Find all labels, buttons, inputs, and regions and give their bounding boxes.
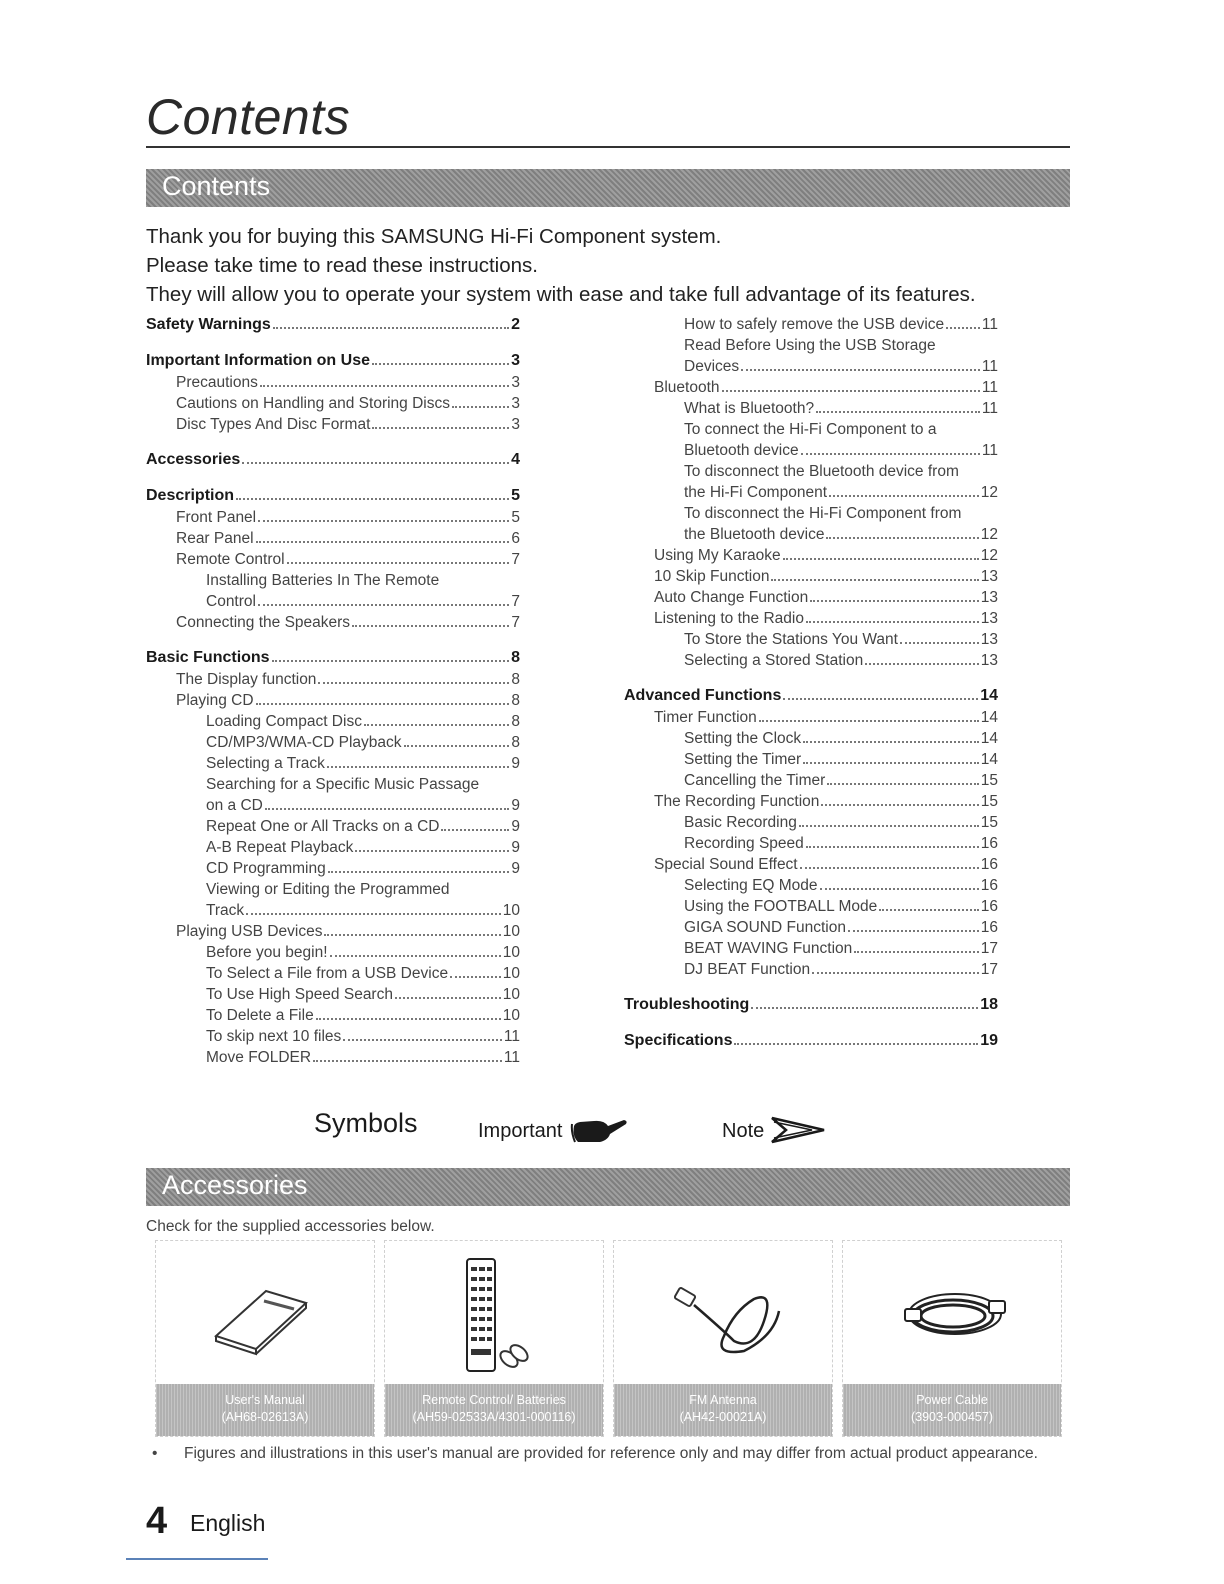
- toc-entry-page: 17: [980, 940, 998, 957]
- toc-right-column: [624, 316, 998, 1054]
- section-bar-label: Accessories: [162, 1170, 308, 1200]
- toc-entry: [146, 965, 520, 986]
- toc-entry-title: Installing Batteries In The Remote: [206, 572, 440, 589]
- toc-entry: [146, 1007, 520, 1028]
- toc-entry-title: Control: [206, 593, 256, 610]
- toc-dot-leader: [327, 766, 509, 768]
- toc-entry: [624, 898, 998, 919]
- toc-entry-page: 16: [980, 835, 998, 852]
- toc-entry-title: Track: [206, 902, 245, 919]
- toc-entry-title: Viewing or Editing the Programmed: [206, 881, 450, 898]
- toc-entry-page: 18: [980, 996, 998, 1013]
- toc-dot-leader: [372, 363, 509, 365]
- toc-entry: [624, 856, 998, 877]
- intro-line: Thank you for buying this SAMSUNG Hi-Fi Component system.: [146, 225, 722, 248]
- toc-dot-leader: [372, 427, 509, 429]
- toc-dot-leader: [316, 1018, 501, 1020]
- toc-dot-leader: [800, 867, 979, 869]
- toc-dot-leader: [803, 762, 979, 764]
- toc-section-entry: [146, 451, 520, 473]
- toc-dot-leader: [854, 951, 978, 953]
- toc-entry-page: 8: [511, 671, 520, 688]
- toc-entry-title: CD Programming: [206, 860, 326, 877]
- toc-entry-title: Front Panel: [176, 509, 257, 526]
- toc-entry: [624, 631, 998, 652]
- toc-entry-page: 10: [502, 902, 520, 919]
- toc-dot-leader: [272, 660, 510, 662]
- toc-dot-leader: [820, 888, 979, 890]
- toc-entry-title: Basic Recording: [684, 814, 797, 831]
- power-cable-icon: [843, 1241, 1061, 1381]
- toc-entry-page: 12: [980, 484, 998, 501]
- toc-entry-title: Loading Compact Disc: [206, 713, 362, 730]
- toc-entry-page: 7: [511, 593, 520, 610]
- toc-entry-page: 13: [980, 589, 998, 606]
- toc-entry-page: 10: [502, 986, 520, 1003]
- toc-entry-title: Selecting EQ Mode: [684, 877, 818, 894]
- toc-entry-page: 14: [980, 687, 998, 704]
- toc-dot-leader: [395, 997, 501, 999]
- toc-dot-leader: [236, 498, 509, 500]
- toc-entry-title: Bluetooth: [654, 379, 720, 396]
- toc-entry-title: Cancelling the Timer: [684, 772, 826, 789]
- toc-section-entry: [624, 996, 998, 1018]
- toc-entry-title: Devices: [684, 358, 740, 375]
- toc-dot-leader: [865, 663, 979, 665]
- toc-entry-title: Repeat One or All Tracks on a CD: [206, 818, 440, 835]
- toc-entry-title: on a CD: [206, 797, 263, 814]
- toc-section-entry: [624, 1032, 998, 1054]
- accessory-remote-control: [384, 1240, 604, 1437]
- accessory-name: FM Antenna: [689, 1393, 757, 1407]
- toc-entry-title: To disconnect the Hi-Fi Component from: [684, 505, 962, 522]
- toc-entry-title: Using My Karaoke: [654, 547, 781, 564]
- toc-entry-title: Recording Speed: [684, 835, 804, 852]
- toc-entry-page: 3: [511, 374, 520, 391]
- toc-section-entry: [146, 649, 520, 671]
- note-label: Note: [722, 1120, 765, 1142]
- toc-entry-title: Auto Change Function: [654, 589, 809, 606]
- toc-entry-title: Precautions: [176, 374, 258, 391]
- toc-entry-title: Listening to the Radio: [654, 610, 804, 627]
- toc-entry: [624, 835, 998, 856]
- accessory-users-manual: [155, 1240, 375, 1437]
- toc-dot-leader: [783, 698, 978, 700]
- toc-entry: [624, 772, 998, 793]
- toc-entry-page: 15: [980, 814, 998, 831]
- accessory-label: [843, 1384, 1061, 1436]
- toc-entry: [624, 484, 998, 505]
- toc-entry: [146, 671, 520, 692]
- toc-dot-leader: [404, 745, 510, 747]
- toc-entry: [146, 509, 520, 530]
- toc-entry-title: CD/MP3/WMA-CD Playback: [206, 734, 402, 751]
- toc-entry-page: 13: [980, 568, 998, 585]
- toc-entry: [624, 316, 998, 337]
- toc-entry-title: Setting the Timer: [684, 751, 802, 768]
- toc-entry-page: 9: [511, 818, 520, 835]
- toc-dot-leader: [452, 406, 509, 408]
- toc-entry-page: 9: [511, 860, 520, 877]
- toc-entry: [624, 589, 998, 610]
- toc-entry-page: 11: [981, 316, 998, 333]
- toc-dot-leader: [265, 808, 510, 810]
- toc-dot-leader: [806, 621, 979, 623]
- toc-entry-page: 11: [503, 1049, 520, 1066]
- toc-dot-leader: [827, 783, 978, 785]
- toc-entry: [624, 379, 998, 400]
- toc-entry-page: 5: [511, 509, 520, 526]
- toc-entry: [624, 547, 998, 568]
- toc-section-entry: [146, 487, 520, 509]
- toc-entry: [624, 463, 998, 484]
- toc-entry: [624, 568, 998, 589]
- toc-entry-page: 10: [502, 1007, 520, 1024]
- toc-dot-leader: [803, 741, 979, 743]
- toc-dot-leader: [826, 537, 978, 539]
- title-rule: [146, 146, 1070, 148]
- toc-entry-title: To disconnect the Bluetooth device from: [684, 463, 959, 480]
- toc-dot-leader: [821, 804, 978, 806]
- section-bar-label: Contents: [162, 171, 271, 201]
- toc-entry: [624, 877, 998, 898]
- toc-dot-leader: [829, 495, 979, 497]
- toc-entry-title: To Store the Stations You Want: [684, 631, 898, 648]
- toc-dot-leader: [355, 850, 509, 852]
- toc-entry-title: Using the FOOTBALL Mode: [684, 898, 878, 915]
- toc-section-entry: [146, 352, 520, 374]
- toc-dot-leader: [256, 703, 510, 705]
- toc-dot-leader: [242, 462, 509, 464]
- toc-dot-leader: [751, 1007, 978, 1009]
- toc-entry-title: The Display function: [176, 671, 317, 688]
- toc-dot-leader: [287, 562, 510, 564]
- toc-entry-page: 2: [511, 316, 520, 333]
- toc-entry-page: 7: [511, 551, 520, 568]
- toc-entry-title: A-B Repeat Playback: [206, 839, 354, 856]
- toc-entry: [624, 337, 998, 358]
- toc-dot-leader: [900, 642, 979, 644]
- toc-entry: [624, 814, 998, 835]
- toc-entry: [146, 374, 520, 395]
- toc-dot-leader: [806, 846, 979, 848]
- toc-entry: [146, 755, 520, 776]
- toc-entry: [146, 923, 520, 944]
- toc-entry-page: 10: [502, 965, 520, 982]
- toc-entry-title: How to safely remove the USB device: [684, 316, 945, 333]
- footnote-bullet: •: [152, 1445, 158, 1462]
- toc-entry-page: 15: [980, 793, 998, 810]
- toc-entry-title: Playing USB Devices: [176, 923, 323, 940]
- toc-entry: [146, 572, 520, 593]
- toc-dot-leader: [879, 909, 978, 911]
- accessories-intro: Check for the supplied accessories below.: [146, 1218, 435, 1235]
- toc-entry-page: 16: [980, 877, 998, 894]
- accessory-label: [385, 1384, 603, 1436]
- important-hand-icon: [570, 1116, 628, 1146]
- toc-entry-title: To Select a File from a USB Device: [206, 965, 449, 982]
- toc-dot-leader: [324, 934, 500, 936]
- toc-dot-leader: [318, 682, 509, 684]
- toc-entry-title: Cautions on Handling and Storing Discs: [176, 395, 450, 412]
- toc-entry: [146, 1028, 520, 1049]
- toc-dot-leader: [812, 972, 979, 974]
- toc-dot-leader: [441, 829, 509, 831]
- page-title: Contents: [146, 89, 351, 145]
- fm-antenna-icon: [614, 1241, 832, 1381]
- toc-dot-leader: [352, 625, 509, 627]
- toc-entry-title: Special Sound Effect: [654, 856, 798, 873]
- toc-entry-page: 16: [980, 919, 998, 936]
- toc-entry: [624, 751, 998, 772]
- toc-entry-page: 11: [981, 358, 998, 375]
- toc-entry-page: 13: [980, 631, 998, 648]
- accessory-name: Power Cable: [916, 1393, 988, 1407]
- toc-entry-page: 15: [980, 772, 998, 789]
- toc-left-column: [146, 316, 520, 1070]
- toc-dot-leader: [810, 600, 979, 602]
- toc-dot-leader: [801, 453, 980, 455]
- toc-dot-leader: [741, 369, 980, 371]
- toc-entry-page: 10: [502, 923, 520, 940]
- toc-entry-page: 3: [511, 352, 520, 369]
- toc-entry-page: 7: [511, 614, 520, 631]
- toc-entry-page: 5: [511, 487, 520, 504]
- toc-entry-title: To Use High Speed Search: [206, 986, 393, 1003]
- accessory-power-cable: [842, 1240, 1062, 1437]
- remote-control-icon: [385, 1241, 603, 1381]
- intro-line: They will allow you to operate your system with ease and take full advantage of its features.: [146, 283, 976, 306]
- toc-entry-title: Timer Function: [654, 709, 757, 726]
- toc-entry-title: Disc Types And Disc Format: [176, 416, 371, 433]
- toc-entry-title: BEAT WAVING Function: [684, 940, 853, 957]
- toc-entry-page: 6: [511, 530, 520, 547]
- toc-entry-page: 17: [980, 961, 998, 978]
- toc-entry-title: Advanced Functions: [624, 687, 782, 704]
- toc-entry-title: Playing CD: [176, 692, 254, 709]
- toc-entry: [146, 551, 520, 572]
- toc-dot-leader: [799, 825, 979, 827]
- toc-entry: [624, 793, 998, 814]
- toc-entry-title: Rear Panel: [176, 530, 254, 547]
- important-label: Important: [478, 1120, 563, 1142]
- toc-entry: [146, 593, 520, 614]
- toc-entry: [624, 421, 998, 442]
- toc-entry-title: 10 Skip Function: [654, 568, 770, 585]
- toc-dot-leader: [722, 390, 980, 392]
- toc-entry-title: DJ BEAT Function: [684, 961, 811, 978]
- toc-entry: [624, 709, 998, 730]
- toc-entry-page: 4: [511, 451, 520, 468]
- toc-entry: [146, 881, 520, 902]
- toc-entry: [146, 530, 520, 551]
- toc-entry-title: Selecting a Stored Station: [684, 652, 864, 669]
- section-bar-accessories: [146, 1168, 1070, 1206]
- toc-entry: [624, 505, 998, 526]
- toc-entry-page: 14: [980, 751, 998, 768]
- toc-entry-title: Important Information on Use: [146, 352, 370, 369]
- toc-entry-title: the Bluetooth device: [684, 526, 825, 543]
- toc-entry-page: 13: [980, 652, 998, 669]
- toc-entry: [146, 614, 520, 635]
- accessory-fm-antenna: [613, 1240, 833, 1437]
- toc-entry-title: Bluetooth device: [684, 442, 799, 459]
- toc-entry-title: the Hi-Fi Component: [684, 484, 828, 501]
- toc-entry: [146, 395, 520, 416]
- manual-booklet-icon: [156, 1241, 374, 1381]
- toc-entry-title: To Delete a File: [206, 1007, 314, 1024]
- toc-entry-page: 10: [502, 944, 520, 961]
- toc-dot-leader: [848, 930, 979, 932]
- toc-entry: [624, 526, 998, 547]
- toc-dot-leader: [246, 913, 501, 915]
- toc-entry-page: 8: [511, 649, 520, 666]
- intro-line: Please take time to read these instructions.: [146, 254, 538, 277]
- bottom-rule: [126, 1558, 268, 1560]
- toc-entry: [624, 358, 998, 379]
- toc-entry-title: Setting the Clock: [684, 730, 802, 747]
- toc-entry-page: 8: [511, 692, 520, 709]
- toc-entry-title: To connect the Hi-Fi Component to a: [684, 421, 937, 438]
- toc-entry: [624, 652, 998, 673]
- toc-entry: [624, 919, 998, 940]
- toc-entry: [146, 818, 520, 839]
- toc-entry-title: What is Bluetooth?: [684, 400, 815, 417]
- toc-dot-leader: [734, 1043, 978, 1045]
- toc-entry-page: 9: [511, 839, 520, 856]
- toc-dot-leader: [256, 541, 510, 543]
- page-language: English: [190, 1510, 266, 1536]
- toc-entry-page: 14: [980, 709, 998, 726]
- toc-entry-title: Basic Functions: [146, 649, 270, 666]
- toc-entry: [146, 797, 520, 818]
- toc-entry: [146, 692, 520, 713]
- toc-entry: [624, 400, 998, 421]
- toc-entry: [146, 944, 520, 965]
- toc-entry-page: 8: [511, 713, 520, 730]
- accessory-code: (3903-000457): [910, 1410, 993, 1424]
- toc-entry-page: 12: [980, 547, 998, 564]
- toc-entry-page: 11: [981, 442, 998, 459]
- toc-dot-leader: [783, 558, 979, 560]
- toc-entry: [146, 860, 520, 881]
- toc-entry-title: GIGA SOUND Function: [684, 919, 846, 936]
- toc-dot-leader: [771, 579, 978, 581]
- toc-entry: [146, 713, 520, 734]
- toc-dot-leader: [260, 385, 510, 387]
- toc-dot-leader: [343, 1039, 502, 1041]
- toc-entry-page: 3: [511, 416, 520, 433]
- accessory-label: [614, 1384, 832, 1436]
- toc-entry: [624, 940, 998, 961]
- toc-entry-page: 9: [511, 755, 520, 772]
- toc-entry-page: 11: [981, 400, 998, 417]
- toc-entry-title: Specifications: [624, 1032, 733, 1049]
- accessory-name: User's Manual: [225, 1393, 305, 1407]
- toc-entry-title: To skip next 10 files: [206, 1028, 342, 1045]
- toc-dot-leader: [364, 724, 509, 726]
- toc-entry: [146, 734, 520, 755]
- toc-entry-page: 11: [503, 1028, 520, 1045]
- toc-dot-leader: [450, 976, 501, 978]
- toc-entry-title: Safety Warnings: [146, 316, 271, 333]
- toc-entry: [146, 776, 520, 797]
- toc-entry-page: 9: [511, 797, 520, 814]
- accessory-code: (AH68-02613A): [221, 1410, 309, 1424]
- toc-dot-leader: [330, 955, 501, 957]
- accessory-code: (AH59-02533A/4301-000116): [412, 1410, 576, 1424]
- toc-entry-page: 12: [980, 526, 998, 543]
- toc-entry-page: 16: [980, 856, 998, 873]
- accessory-code: (AH42-00021A): [679, 1410, 767, 1424]
- footnote-text: Figures and illustrations in this user's manual are provided for reference only and may differ from actual product appearance.: [184, 1445, 1038, 1462]
- toc-entry: [146, 986, 520, 1007]
- intro-text: [146, 222, 976, 309]
- toc-entry-title: Description: [146, 487, 235, 504]
- toc-entry-page: 3: [511, 395, 520, 412]
- toc-entry: [624, 442, 998, 463]
- toc-entry-title: Accessories: [146, 451, 241, 468]
- toc-entry: [624, 610, 998, 631]
- toc-dot-leader: [946, 327, 980, 329]
- toc-entry: [146, 1049, 520, 1070]
- toc-entry: [146, 416, 520, 437]
- toc-entry-title: Connecting the Speakers: [176, 614, 351, 631]
- toc-dot-leader: [816, 411, 980, 413]
- toc-entry-page: 19: [980, 1032, 998, 1049]
- toc-section-entry: [624, 687, 998, 709]
- toc-entry-title: Remote Control: [176, 551, 285, 568]
- toc-entry-title: Read Before Using the USB Storage: [684, 337, 936, 354]
- toc-dot-leader: [273, 327, 509, 329]
- toc-entry-page: 11: [981, 379, 998, 396]
- toc-dot-leader: [258, 604, 509, 606]
- toc-entry-title: Searching for a Specific Music Passage: [206, 776, 480, 793]
- accessory-name: Remote Control/ Batteries: [422, 1393, 566, 1407]
- toc-entry-title: Selecting a Track: [206, 755, 325, 772]
- page-number: 4: [146, 1500, 168, 1542]
- toc-dot-leader: [258, 520, 509, 522]
- accessory-label: [156, 1384, 374, 1436]
- toc-entry: [624, 730, 998, 751]
- section-bar-contents: [146, 169, 1070, 207]
- toc-entry-page: 14: [980, 730, 998, 747]
- symbols-heading: Symbols: [314, 1108, 418, 1138]
- note-arrow-icon: [768, 1114, 828, 1144]
- toc-entry-page: 8: [511, 734, 520, 751]
- toc-entry: [624, 961, 998, 982]
- toc-entry-title: Move FOLDER: [206, 1049, 312, 1066]
- toc-entry: [146, 902, 520, 923]
- toc-dot-leader: [328, 871, 510, 873]
- toc-entry-title: The Recording Function: [654, 793, 820, 810]
- toc-dot-leader: [759, 720, 979, 722]
- toc-entry-title: Troubleshooting: [624, 996, 750, 1013]
- toc-entry-page: 13: [980, 610, 998, 627]
- toc-entry-title: Before you begin!: [206, 944, 328, 961]
- toc-section-entry: [146, 316, 520, 338]
- toc-dot-leader: [313, 1060, 502, 1062]
- toc-entry: [146, 839, 520, 860]
- toc-entry-page: 16: [980, 898, 998, 915]
